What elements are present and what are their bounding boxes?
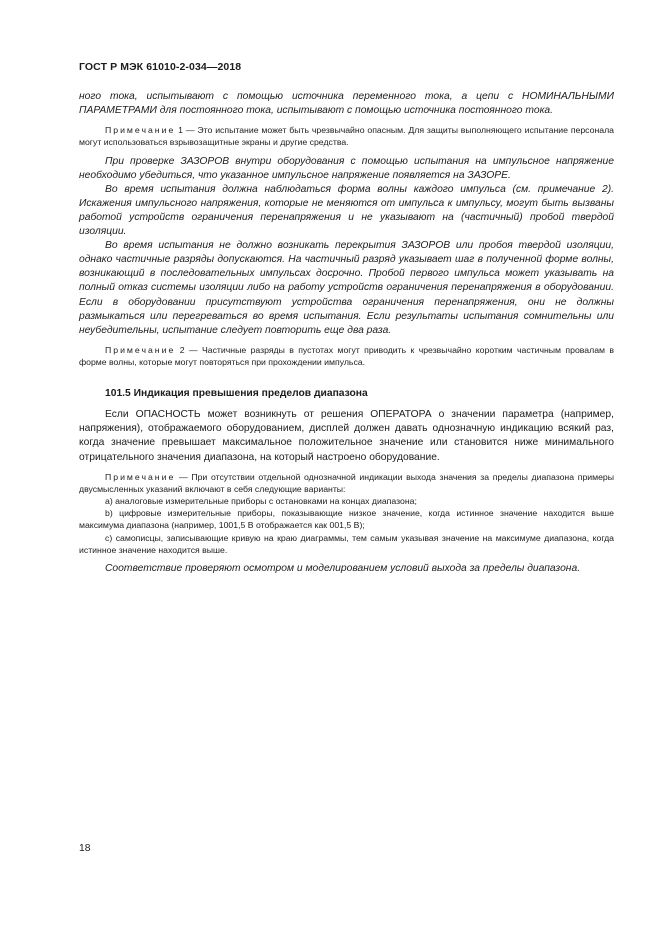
page-number: 18 xyxy=(79,843,91,854)
note-text: 1 — Это испытание может быть чрезвычайно опасным. Для защиты выполняющего испытание персонала могут использоваться взрывозащитные экраны и другие средства. xyxy=(79,125,614,148)
note-1 xyxy=(79,124,614,148)
note-3-item-c: с) самописцы, записывающие кривую на краю диаграммы, тем самым указывая значение на максимуме диапазона, когда истинное значение находится выше. xyxy=(79,532,614,555)
note-label: Примечание xyxy=(105,125,176,136)
page-header: ГОСТ Р МЭК 61010-2-034—2018 xyxy=(79,61,242,73)
page-content xyxy=(79,90,614,576)
note-label: Примечание xyxy=(105,344,176,355)
note-text: 2 — Частичные разряды в пустотах могут приводить к чрезвычайно коротким частичным провалам в форме волны, которые могут повторяться при прохождении импульса. xyxy=(79,344,614,368)
note-text: — При отсутствии отдельной однозначной индикации выхода значения за пределы диапазона примеры двусмысленных указаний включают в себя следующие варианты: xyxy=(79,471,615,494)
section-heading: 101.5 Индикация превышения пределов диапазона xyxy=(105,388,368,400)
note-label: Примечание xyxy=(105,471,176,482)
note-2 xyxy=(79,344,614,368)
note-3-item-a: а) аналоговые измерительные приборы с остановками на концах диапазона; xyxy=(105,496,417,506)
note-3 xyxy=(79,471,614,495)
paragraph-compliance: Соответствие проверяют осмотром и моделированием условий выхода за пределы диапазона. xyxy=(105,563,581,575)
paragraph-hazard: Если ОПАСНОСТЬ может возникнуть от решения ОПЕРАТОРА о значении параметра (например, напряжения), отображаемого оборудованием, дисплей должен давать однозначную индикацию всякий раз, когда значение превышает максимальное положительное значение или становится ниже минимального отрицательного значения диапазона, на который настроено оборудование. xyxy=(79,409,614,463)
paragraph-clearance-check: При проверке ЗАЗОРОВ внутри оборудования с помощью испытания на импульсное напряжение необходимо убедиться, что указанное импульсное напряжение появляется на ЗАЗОРЕ. xyxy=(79,155,614,181)
paragraph-waveform: Во время испытания должна наблюдаться форма волны каждого импульса (см. примечание 2). Искажения импульсного напряжения, которые не меняются от импульса к импульсу, могут быть вызваны работой устройств ограничения перенапряжения и не указывают на (частичный) пробой твердой изоляции. xyxy=(79,183,614,238)
note-3-item-b: b) цифровые измерительные приборы, показывающие низкое значение, когда истинное значение находится выше максимума диапазона (например, 1001,5 В отображается как 001,5 В); xyxy=(79,508,614,531)
paragraph-breakdown: Во время испытания не должно возникать перекрытия ЗАЗОРОВ или пробоя твердой изоляции, однако частичные разряды допускаются. На частичный разряд указывает шаг в полученной форме волны, возникающий в последовательных импульсах досрочно. Пробой первого импульса может указывать на полный отказ системы изоляции либо на работу устройств ограничения перенапряжения в оборудовании. Если в оборудовании присутствуют устройства ограничения перенапряжения, они не должны размыкаться или перегреваться во время испытания. Если результаты испытания сомнительны или неубедительны, испытание следует повторить еще два раза. xyxy=(79,240,614,336)
paragraph-continuation: ного тока, испытывают с помощью источника переменного тока, а цепи с НОМИНАЛЬНЫМИ ПАРАМЕТРАМИ для постоянного тока, испытывают с помощью источника постоянного тока. xyxy=(79,91,614,117)
